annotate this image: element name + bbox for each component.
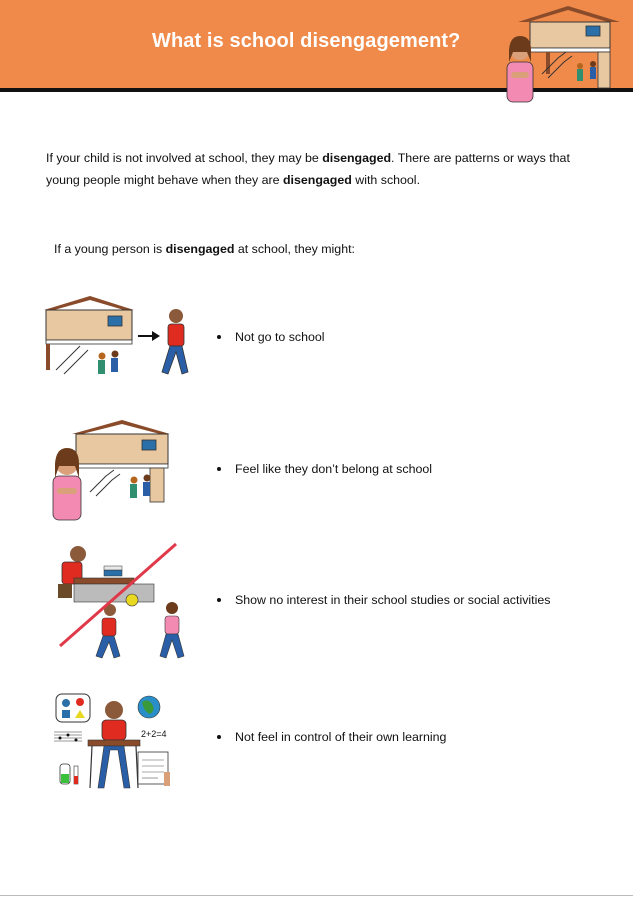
walking-away-from-school-icon xyxy=(42,294,198,386)
bullet-dot xyxy=(217,467,221,471)
lead-sentence: If a young person is disengaged at school, they might: xyxy=(54,242,355,256)
list-item xyxy=(0,292,633,392)
item-text: Not feel in control of their own learning xyxy=(235,730,447,744)
item-text: Show no interest in their school studies or social activities xyxy=(235,593,551,607)
student-surrounded-by-subjects-icon xyxy=(52,690,178,792)
item-text: Feel like they don’t belong at school xyxy=(235,462,432,476)
list-item xyxy=(0,690,633,794)
item-text: Not go to school xyxy=(235,330,325,344)
bullet-dot xyxy=(217,335,221,339)
girl-outside-school-icon xyxy=(50,418,174,522)
page-title: What is school disengagement? xyxy=(152,30,461,52)
crossed-out-study-and-play-icon xyxy=(54,540,190,662)
list-item xyxy=(0,540,633,664)
intro-paragraph: If your child is not involved at school, they may be disengaged. There are patterns or ways that young people might behave when they are disengaged with school. xyxy=(46,151,570,187)
footer-divider xyxy=(0,895,633,896)
list-item xyxy=(0,418,633,524)
bullet-dot xyxy=(217,598,221,602)
school-house-with-girl-icon xyxy=(490,2,632,106)
bullet-dot xyxy=(217,735,221,739)
math-equation: 2+2=4 xyxy=(141,729,167,739)
